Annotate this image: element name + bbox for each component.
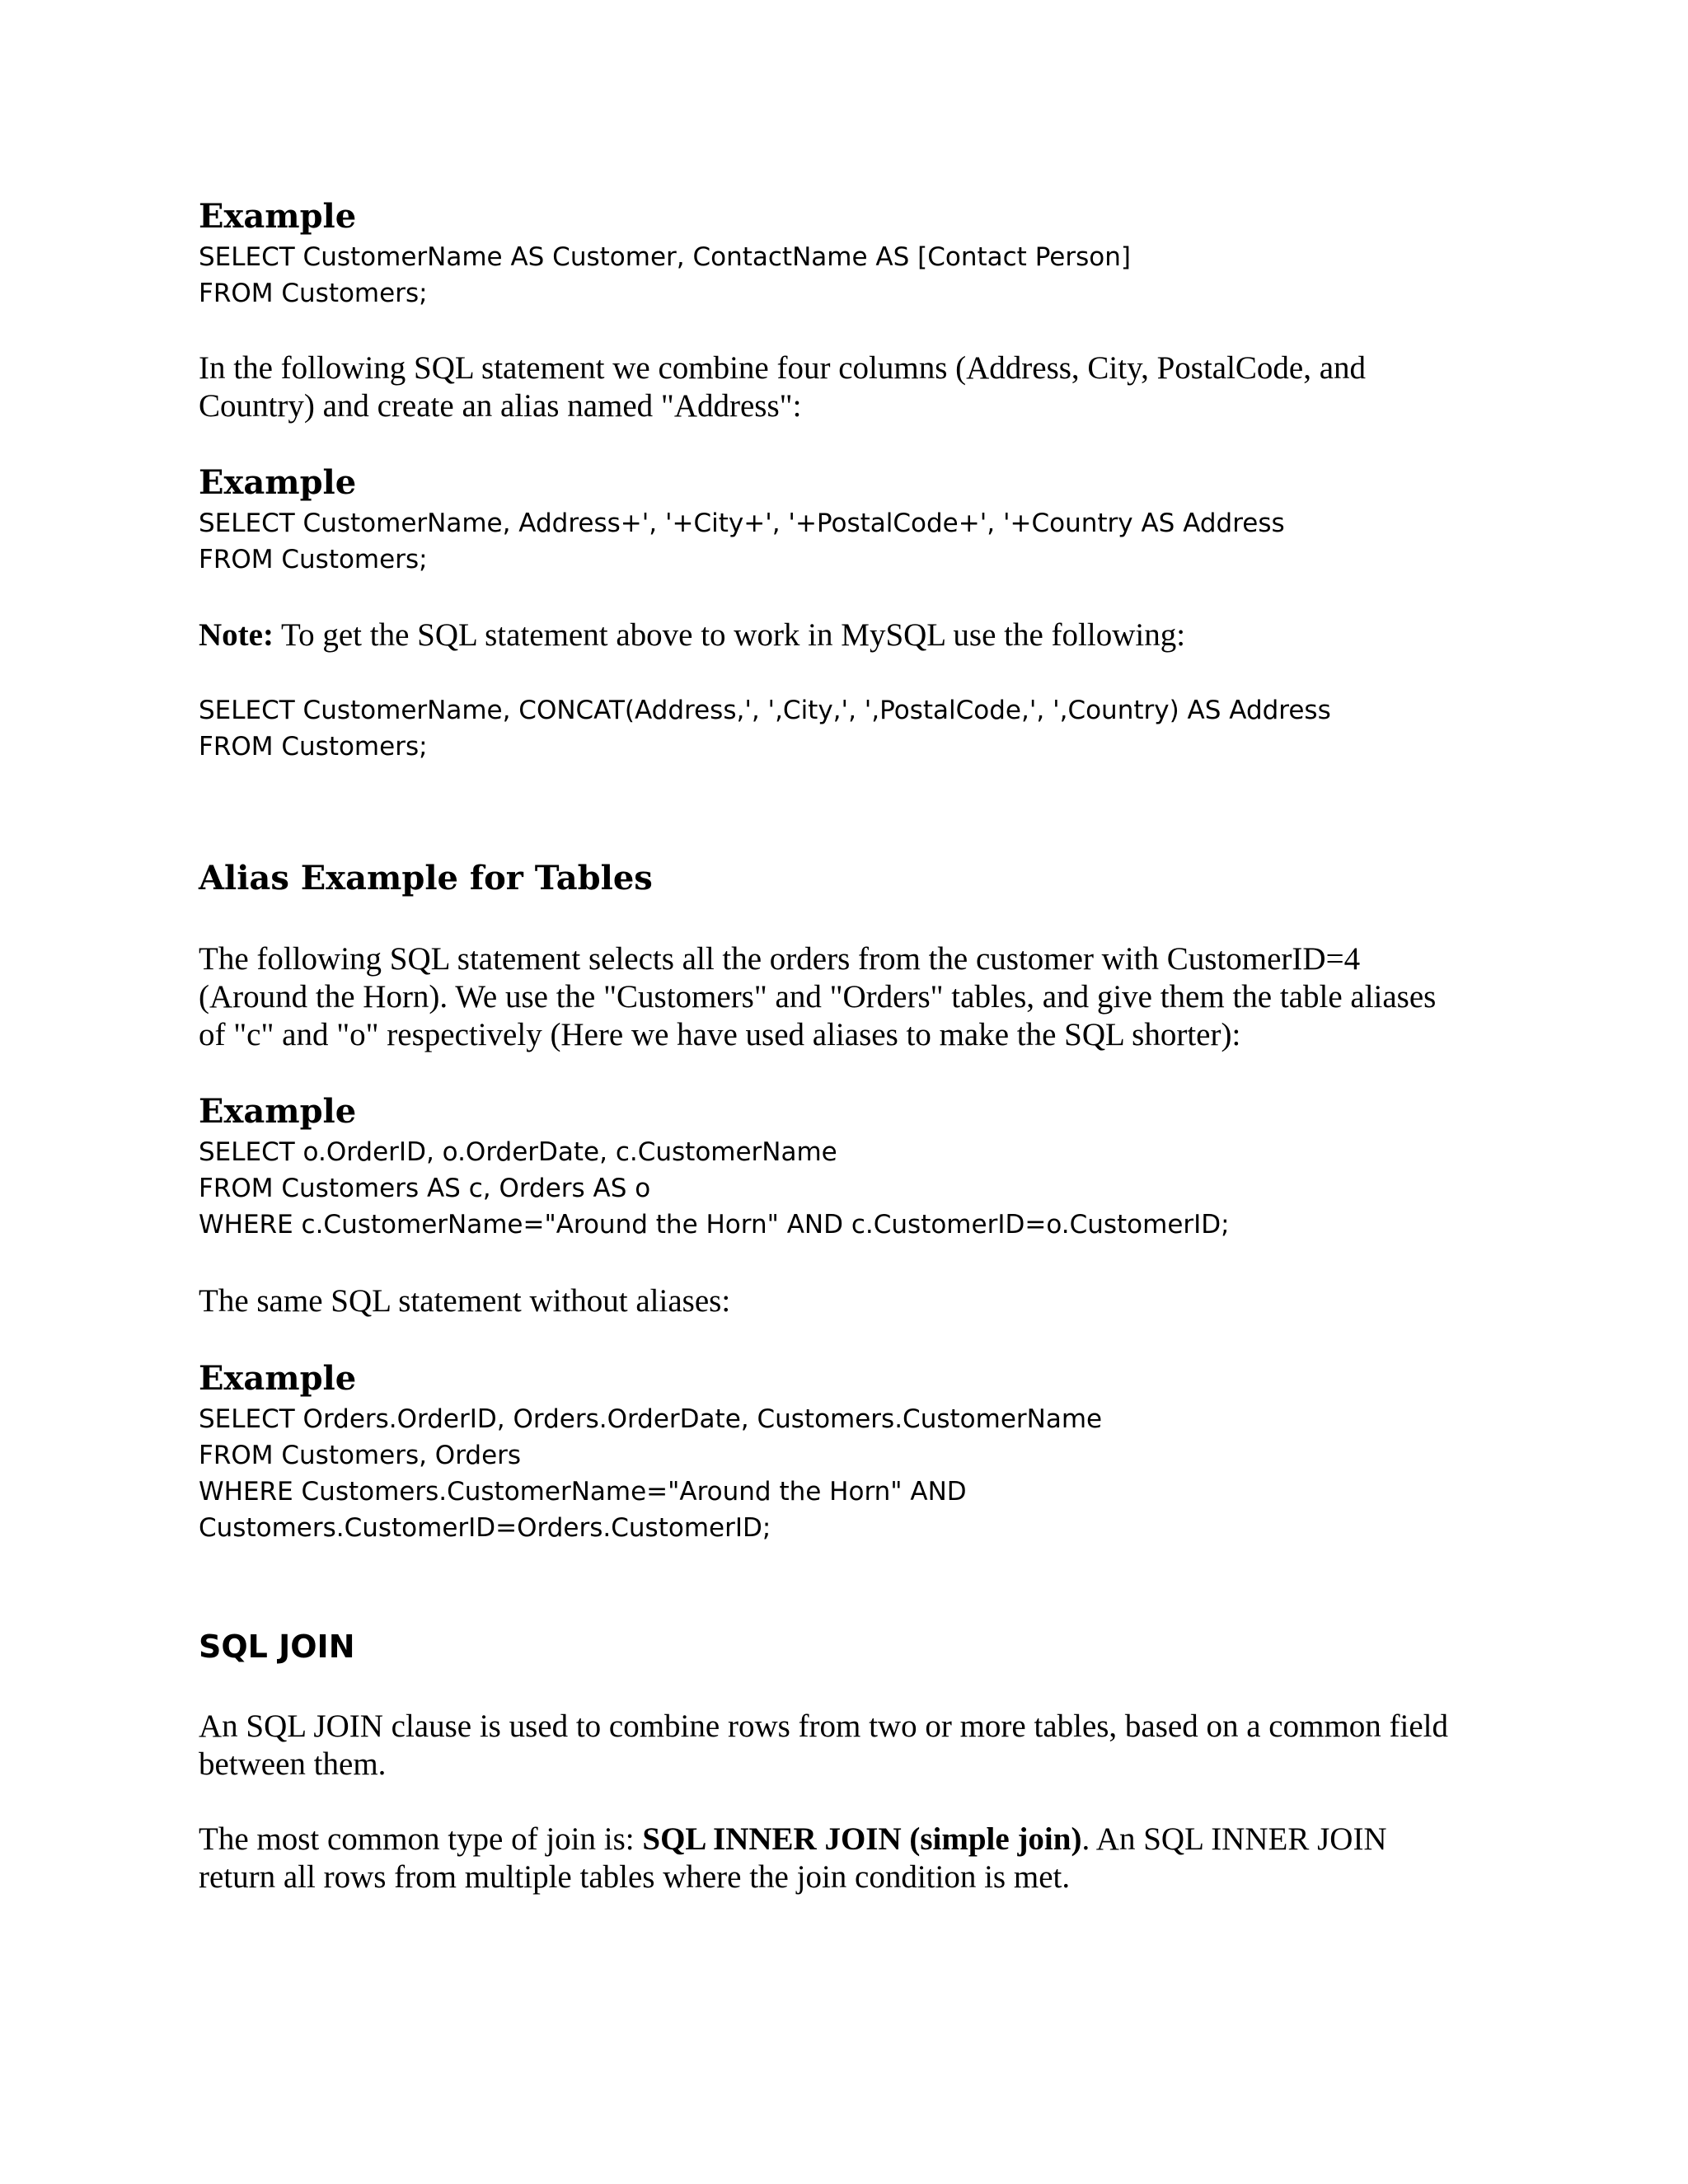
paragraph-line: In the following SQL statement we combine four columns (Address, City, PostalCode, and <box>199 350 1367 386</box>
code-line: FROM Customers, Orders <box>199 1441 522 1470</box>
note-text: To get the SQL statement above to work in MySQL use the following: <box>273 617 1186 653</box>
code-line: FROM Customers; <box>199 279 428 308</box>
note-paragraph <box>199 616 1185 654</box>
paragraph-line: of "c" and "o" respectively (Here we have used aliases to make the SQL shorter): <box>199 1017 1241 1052</box>
example-heading-3: Example <box>199 1092 357 1131</box>
join-text-suffix: . An SQL INNER JOIN <box>1081 1821 1387 1857</box>
note-label: Note: <box>199 617 274 653</box>
example-heading-4: Example <box>199 1359 357 1398</box>
code-line: FROM Customers; <box>199 732 428 762</box>
code-line: WHERE c.CustomerName="Around the Horn" AND c.CustomerID=o.CustomerID; <box>199 1210 1230 1240</box>
paragraph-line: return all rows from multiple tables where the join condition is met. <box>199 1859 1071 1895</box>
paragraph-line: (Around the Horn). We use the "Customers" and "Orders" tables, and give them the table aliases <box>199 979 1437 1015</box>
code-line: SELECT CustomerName AS Customer, ContactName AS [Contact Person] <box>199 242 1131 272</box>
code-line: SELECT o.OrderID, o.OrderDate, c.CustomerName <box>199 1137 837 1167</box>
inner-join-emphasis: SQL INNER JOIN (simple join) <box>642 1821 1082 1857</box>
paragraph-line: The following SQL statement selects all the orders from the customer with CustomerID=4 <box>199 941 1361 977</box>
alias-tables-heading: Alias Example for Tables <box>199 859 653 898</box>
code-line: SELECT Orders.OrderID, Orders.OrderDate, Customers.CustomerName <box>199 1404 1103 1434</box>
paragraph-line: An SQL JOIN clause is used to combine rows from two or more tables, based on a common field <box>199 1708 1448 1744</box>
paragraph-line: Country) and create an alias named "Address": <box>199 388 802 424</box>
paragraph-line: The same SQL statement without aliases: <box>199 1283 731 1319</box>
join-text-prefix: The most common type of join is: <box>199 1821 643 1857</box>
sql-join-heading: SQL JOIN <box>199 1629 355 1665</box>
paragraph-line <box>199 1821 1387 1858</box>
code-line: FROM Customers AS c, Orders AS o <box>199 1174 651 1203</box>
code-line: SELECT CustomerName, CONCAT(Address,', ',City,', ',PostalCode,', ',Country) AS Address <box>199 696 1331 725</box>
code-line: WHERE Customers.CustomerName="Around the Horn" AND <box>199 1477 967 1507</box>
code-line: FROM Customers; <box>199 545 428 574</box>
code-line: SELECT CustomerName, Address+', '+City+', '+PostalCode+', '+Country AS Address <box>199 509 1285 538</box>
code-line: Customers.CustomerID=Orders.CustomerID; <box>199 1513 771 1543</box>
paragraph-line: between them. <box>199 1746 387 1782</box>
example-heading-1: Example <box>199 197 357 236</box>
example-heading-2: Example <box>199 463 357 502</box>
